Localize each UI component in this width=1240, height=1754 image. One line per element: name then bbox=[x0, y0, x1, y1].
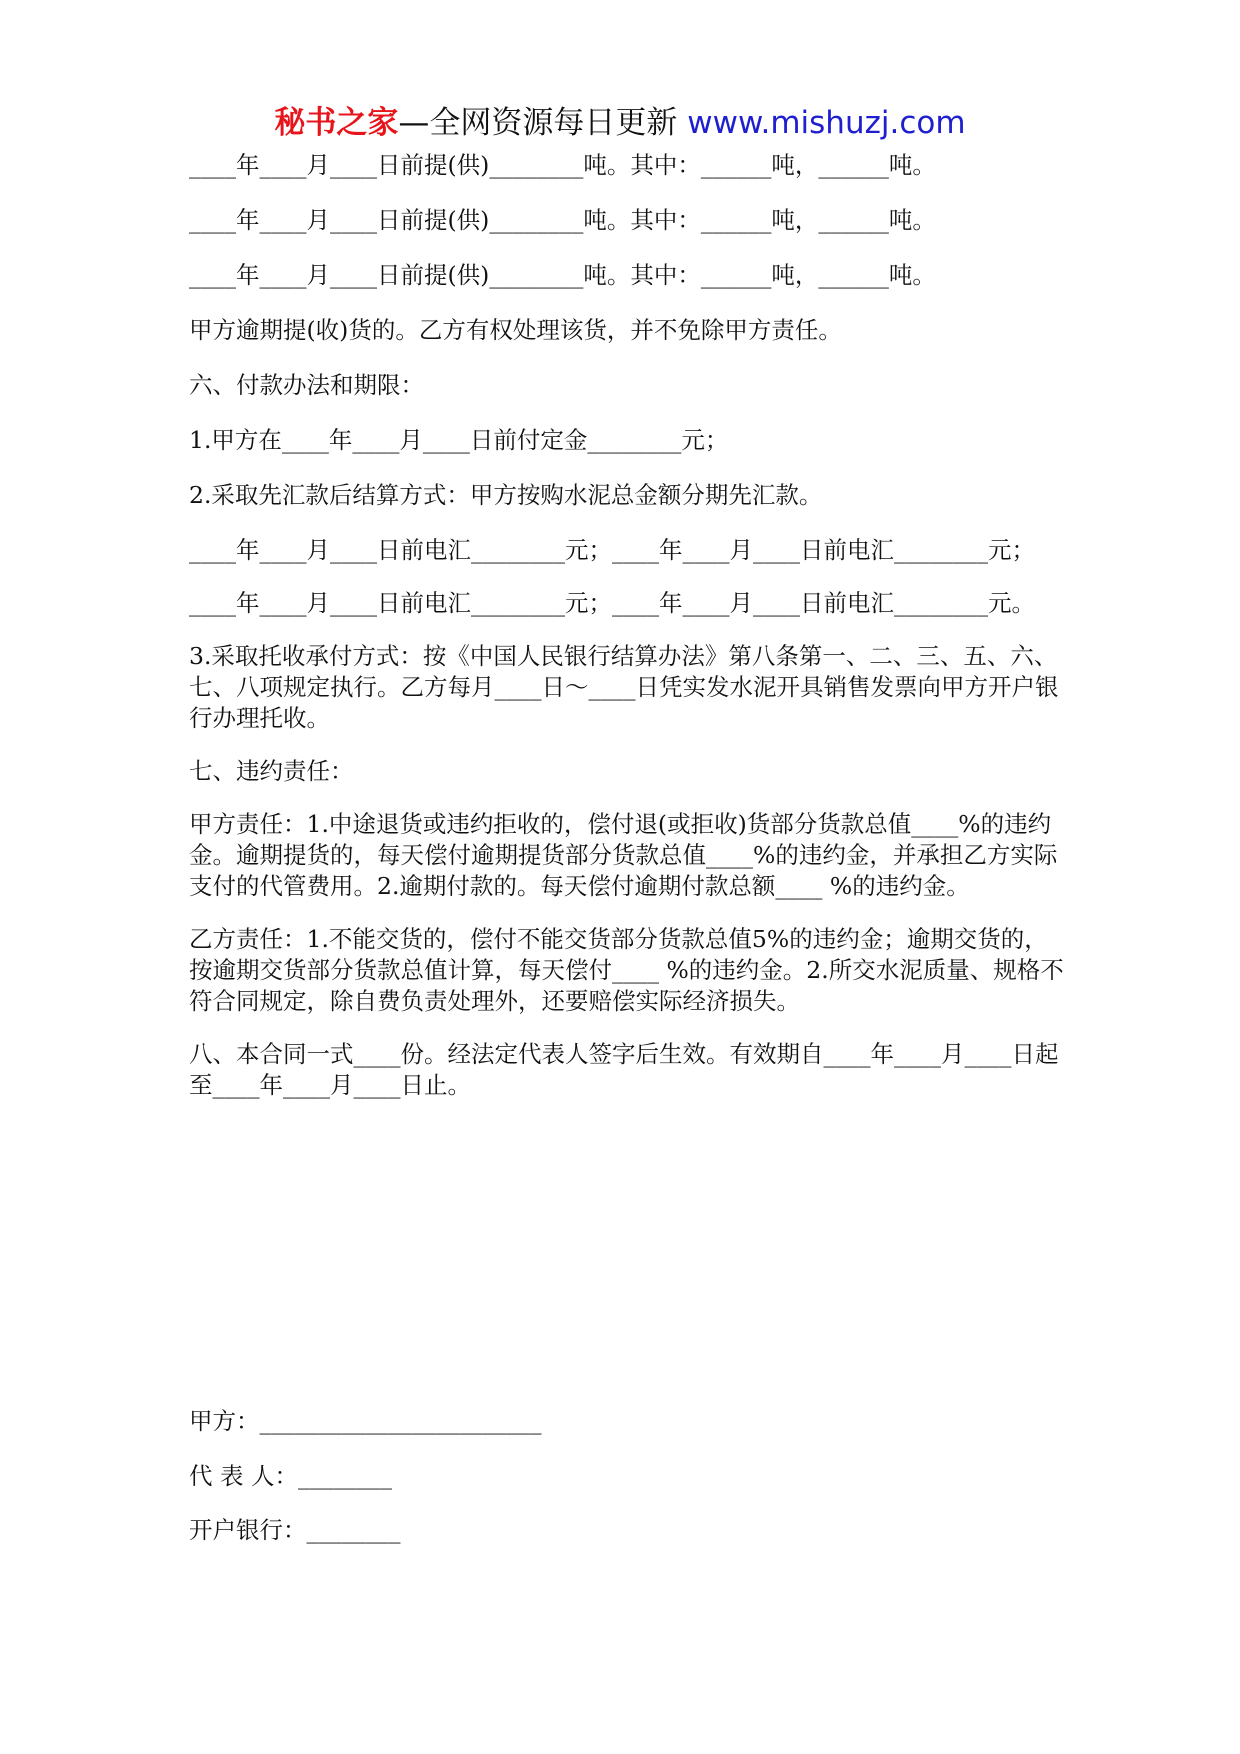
section-heading-liability: 七、违约责任： bbox=[189, 757, 354, 785]
paragraph-delivery-1: ____年____月____日前提(供)________吨。其中：______吨，______吨。 bbox=[189, 151, 936, 179]
paragraph-deposit: 1.甲方在____年____月____日前付定金________元； bbox=[189, 426, 729, 454]
paragraph-remittance-1: ____年____月____日前电汇________元；____年____月____日前电汇________元； bbox=[189, 536, 1035, 564]
paragraph-remittance-method: 2.采取先汇款后结算方式：甲方按购水泥总金额分期先汇款。 bbox=[189, 481, 823, 509]
paragraph-delivery-2: ____年____月____日前提(供)________吨。其中：______吨，______吨。 bbox=[189, 206, 936, 234]
paragraph-term: 八、本合同一式____份。经法定代表人签字后生效。有效期自____年____月____日起至____年____月____日止。 bbox=[189, 1040, 1059, 1099]
paragraph-overdue-pickup: 甲方逾期提(收)货的。乙方有权处理该货，并不免除甲方责任。 bbox=[189, 316, 842, 344]
section-heading-payment: 六、付款办法和期限： bbox=[189, 371, 424, 399]
bank-field: 开户银行：________ bbox=[189, 1516, 401, 1544]
paragraph-party-a-liability: 甲方责任：1.中途退货或违约拒收的，偿付退(或拒收)货部分货款总值____%的违约金。逾期提货的，每天偿付逾期提货部分货款总值____%的违约金，并承担乙方实际支付的代管费用。2.逾期付款的。每天偿付逾期付款总额____ %的违约金。 bbox=[189, 810, 1058, 900]
site-header bbox=[0, 103, 1240, 143]
paragraph-collection: 3.采取托收承付方式：按《中国人民银行结算办法》第八条第一、二、三、五、六、七、八项规定执行。乙方每月____日～____日凭实发水泥开具销售发票向甲方开户银行办理托收。 bbox=[189, 642, 1059, 732]
representative-field: 代 表 人：________ bbox=[189, 1462, 392, 1490]
header-tagline: —全网资源每日更新 bbox=[398, 105, 678, 141]
party-a-field: 甲方：________________________ bbox=[189, 1407, 542, 1435]
paragraph-remittance-2: ____年____月____日前电汇________元；____年____月____日前电汇________元。 bbox=[189, 589, 1035, 617]
header-brand: 秘书之家 bbox=[274, 105, 399, 141]
contract-body bbox=[189, 150, 1069, 1101]
paragraph-delivery-3: ____年____月____日前提(供)________吨。其中：______吨，______吨。 bbox=[189, 261, 936, 289]
header-url[interactable]: www.mishuzj.com bbox=[677, 105, 966, 141]
paragraph-party-b-liability: 乙方责任：1.不能交货的，偿付不能交货部分货款总值5%的违约金；逾期交货的，按逾期交货部分货款总值计算，每天偿付____ %的违约金。2.所交水泥质量、规格不符合同规定，除自费负责处理外，还要赔偿实际经济损失。 bbox=[189, 925, 1064, 1015]
